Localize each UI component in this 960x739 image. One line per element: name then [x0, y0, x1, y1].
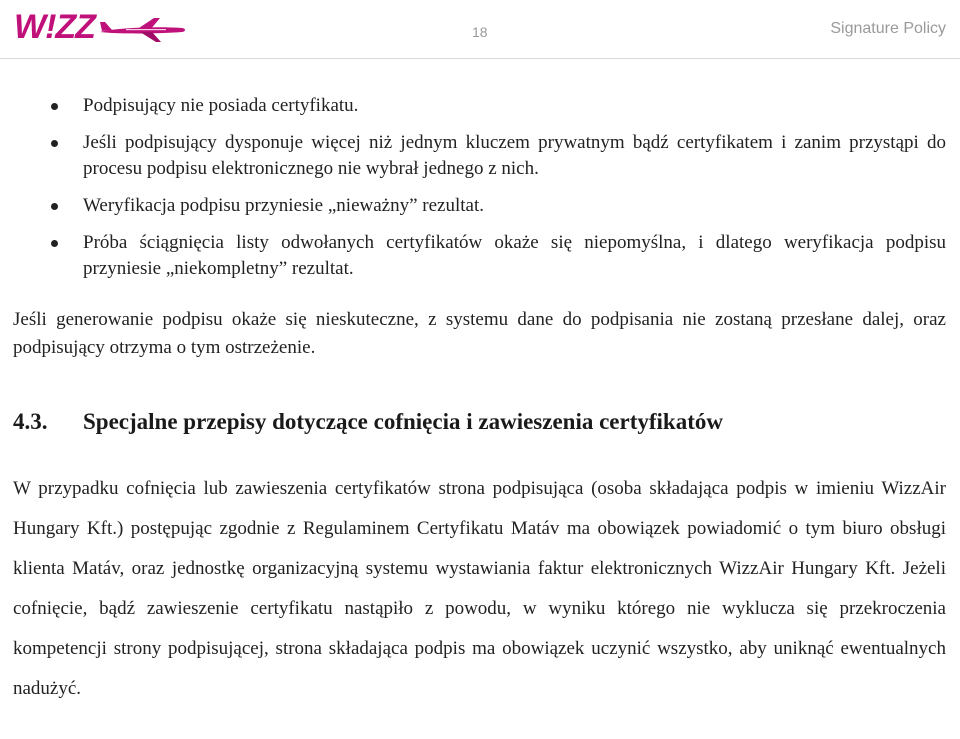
page-header — [0, 0, 960, 58]
logo-wordmark: W!ZZ — [14, 8, 95, 46]
header-divider — [0, 58, 960, 59]
list-item: Weryfikacja podpisu przyniesie „nieważny” rezultat. — [13, 193, 946, 219]
list-item: Jeśli podpisujący dysponuje więcej niż jednym kluczem prywatnym bądź certyfikatem i zanim przystąpi do procesu podpisu elektronicznego nie wybrał jednego z nich. — [13, 130, 946, 182]
list-item: Próba ściągnięcia listy odwołanych certyfikatów okaże się niepomyślna, i dlatego weryfikacja podpisu przyniesie „niekompletny” rezultat. — [13, 230, 946, 282]
paragraph-revocation: W przypadku cofnięcia lub zawieszenia certyfikatów strona podpisująca (osoba składająca podpis w imieniu WizzAir Hungary Kft.) postępując zgodnie z Regulaminem Certyfikatu Matáv ma obowiązek powiadomić o tym biuro obsługi klienta Matáv, oraz jednostkę organizacyjną systemu wystawiania faktur elektronicznych WizzAir Hungary Kft. Jeżeli cofnięcie, bądź zawieszenie certyfikatu nastąpiło z powodu, w wyniku którego nie wyklucza się przekroczenia kompetencji strony podpisującej, strona składająca podpis ma obowiązek uczynić wszystko, aby uniknąć ewentualnych nadużyć. — [13, 478, 946, 699]
wizzair-logo — [14, 8, 174, 46]
page-number: 18 — [472, 24, 488, 40]
paragraph-warning: Jeśli generowanie podpisu okaże się nieskuteczne, z systemu dane do podpisania nie zostaną przesłane dalej, oraz podpisujący otrzyma o tym ostrzeżenie. — [13, 309, 946, 358]
section-number: 4.3. — [13, 409, 48, 434]
section-title: Specjalne przepisy dotyczące cofnięcia i zawieszenia certyfikatów — [83, 409, 723, 434]
bullet-list — [13, 93, 946, 282]
document-title: Signature Policy — [830, 20, 946, 37]
list-item: Podpisujący nie posiada certyfikatu. — [13, 93, 946, 119]
airplane-icon — [96, 16, 188, 44]
document-body — [13, 93, 946, 699]
section-heading — [13, 407, 946, 437]
